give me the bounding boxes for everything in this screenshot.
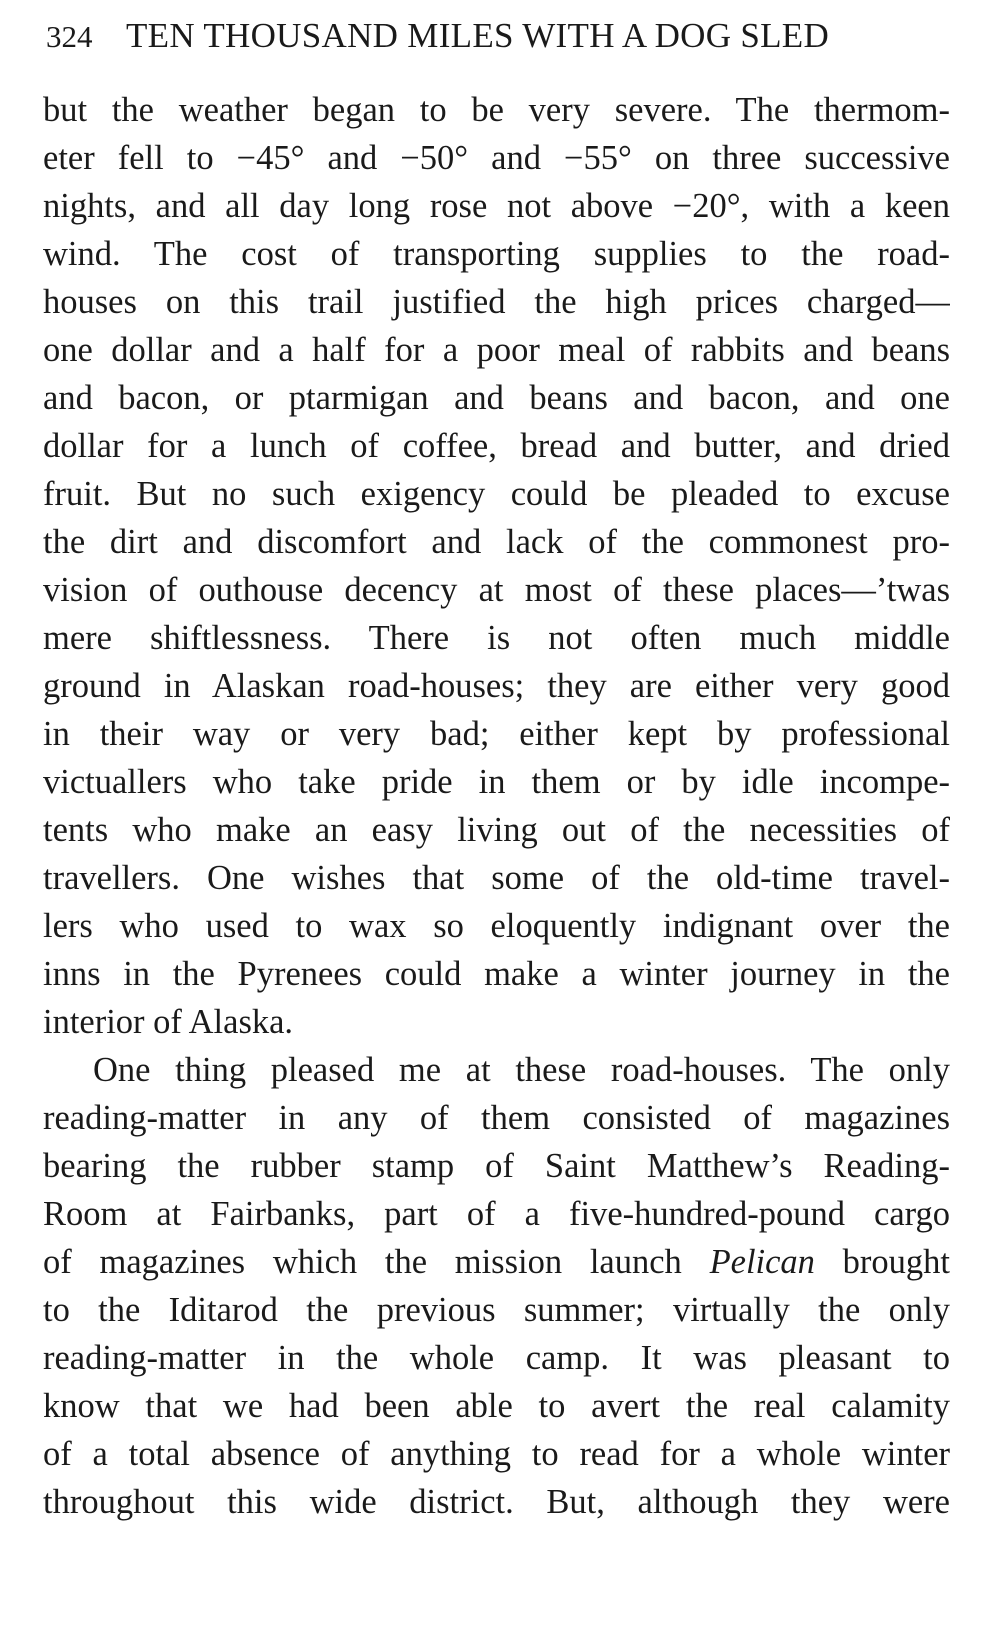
text-line: vision of outhouse decency at most of these places—’twas [43,571,950,609]
text-line: travellers. One wishes that some of the old-time travel- [43,859,950,897]
text-line: in their way or very bad; either kept by professional [43,715,950,753]
vessel-name-italic: Pelican [709,1243,815,1281]
text-segment: brought [814,1243,950,1281]
text-line: know that we had been able to avert the real calamity [43,1387,950,1425]
text-line: but the weather began to be very severe. The thermom- [43,91,950,129]
text-line: one dollar and a half for a poor meal of rabbits and beans [43,331,950,369]
text-line: Room at Fairbanks, part of a five-hundred-pound cargo [43,1195,950,1233]
text-line: reading-matter in the whole camp. It was pleasant to [43,1339,950,1377]
page-number: 324 [46,19,93,54]
text-line: houses on this trail justified the high prices charged— [43,283,950,321]
text-line: of a total absence of anything to read for a whole winter [43,1435,950,1473]
text-line: victuallers who take pride in them or by idle incompe- [43,763,950,801]
text-line: eter fell to −45° and −50° and −55° on three successive [43,139,950,177]
text-line: the dirt and discomfort and lack of the commonest pro- [43,523,950,561]
text-line [43,1238,950,1286]
text-line: nights, and all day long rose not above −20°, with a keen [43,187,950,225]
text-line: to the Iditarod the previous summer; virtually the only [43,1291,950,1329]
text-line: dollar for a lunch of coffee, bread and butter, and dried [43,427,950,465]
text-line: throughout this wide district. But, although they were [43,1483,950,1521]
paragraph-1 [43,86,950,1046]
text-line: fruit. But no such exigency could be pleaded to excuse [43,475,950,513]
text-line: bearing the rubber stamp of Saint Matthew’s Reading- [43,1147,950,1185]
text-line: wind. The cost of transporting supplies to the road- [43,235,950,273]
body-text [43,86,950,1526]
text-line: tents who make an easy living out of the necessities of [43,811,950,849]
text-line: inns in the Pyrenees could make a winter journey in the [43,955,950,993]
text-line: lers who used to wax so eloquently indignant over the [43,907,950,945]
text-line: ground in Alaskan road-houses; they are either very good [43,667,950,705]
text-line: reading-matter in any of them consisted of magazines [43,1099,950,1137]
running-head [46,14,946,58]
text-line: interior of Alaska. [43,1003,294,1041]
text-line: and bacon, or ptarmigan and beans and bacon, and one [43,379,950,417]
text-segment: of magazines which the mission launch [43,1243,710,1281]
text-line: mere shiftlessness. There is not often much middle [43,619,950,657]
paragraph-2 [43,1046,950,1526]
running-head-title: TEN THOUSAND MILES WITH A DOG SLED [126,16,830,55]
text-line: One thing pleased me at these road-houses. The only [93,1051,950,1089]
